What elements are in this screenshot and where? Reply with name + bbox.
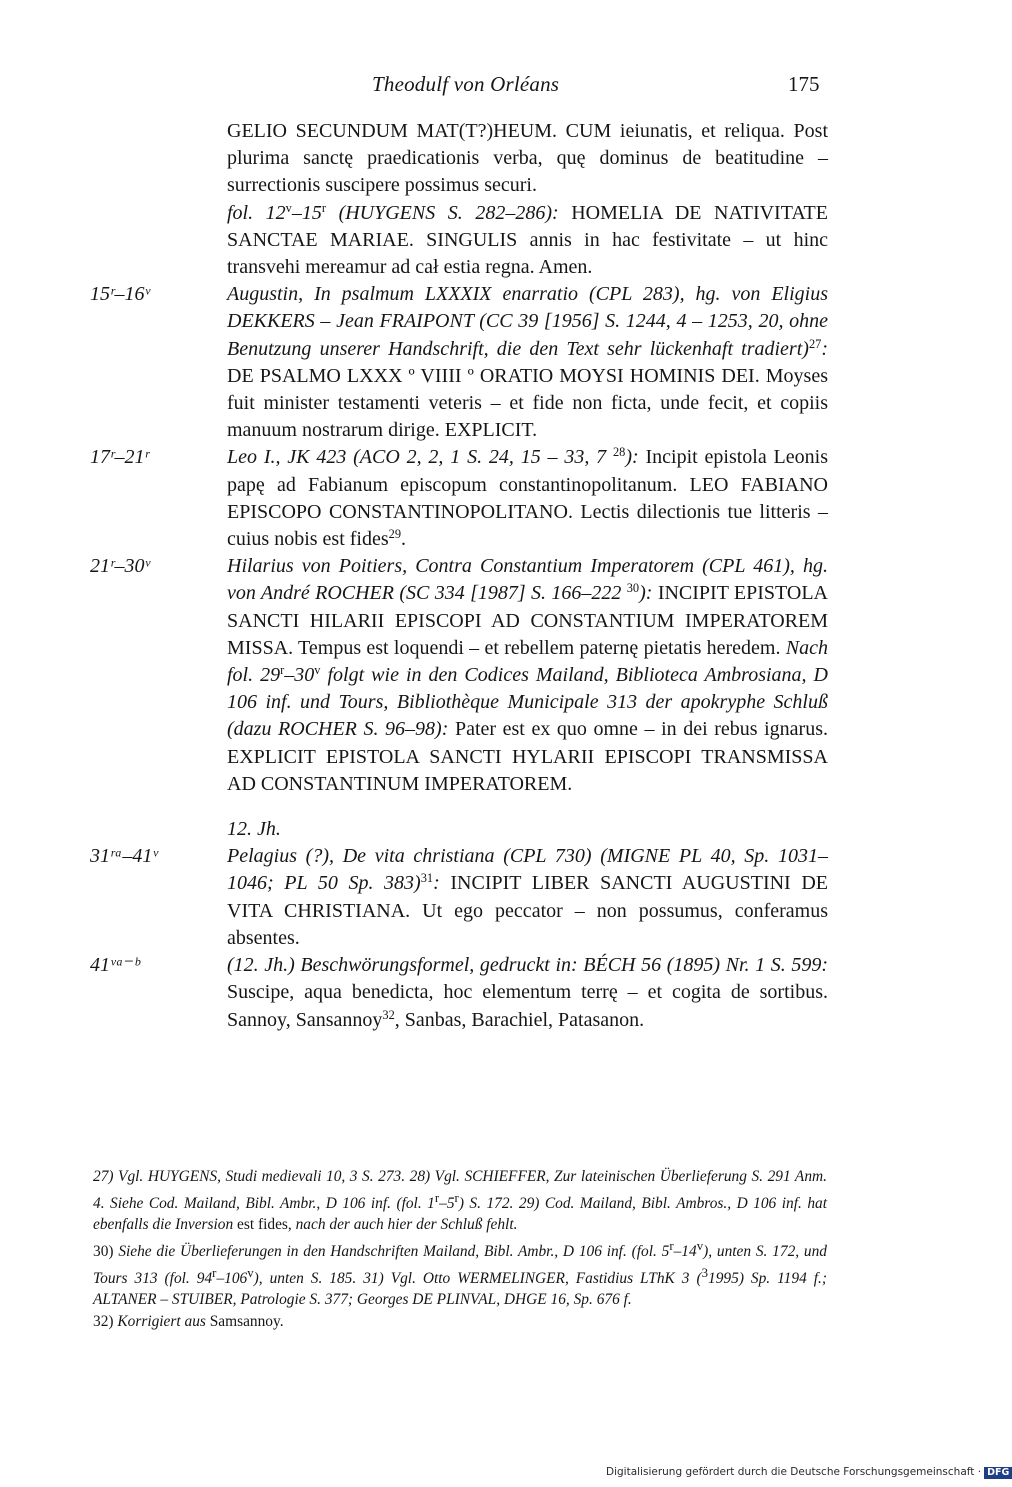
manuscript-entry	[0, 816, 828, 843]
italic-text: :	[433, 872, 440, 895]
roman-text: INCIPIT LIBER SANCTI AUGUSTINI DE VITA CHRISTIANA. Ut ego peccator – non possumus, conferamus absentes.	[227, 872, 828, 949]
italic-text: –14	[673, 1243, 697, 1261]
italic-text: Pelagius (?), De vita christiana (CPL 730) (MIGNE PL 40, Sp. 1031–1046; PL 50 Sp. 383)	[227, 845, 828, 895]
superscript: v	[314, 663, 321, 678]
italic-text: nach der auch hier der Schluß fehlt.	[295, 1216, 518, 1234]
roman-text: GELIO SECUNDUM MAT(T?)HEUM. CUM ieiunatis, et reliqua. Post plurima sanctę praedicationis verba, quę dominus de beatitudine – surrectionis suscipere possimus securi.	[227, 120, 828, 197]
italic-text: ):	[639, 582, 653, 605]
superscript: r	[669, 1238, 674, 1253]
superscript: r	[212, 1265, 217, 1280]
roman-text: Pater est ex quo omne – in dei rebus ignarus. EXPLICIT EPISTOLA SANCTI HYLARII EPISCOPI TRANSMISSA AD CONSTANTINUM IMPERATOREM.	[227, 718, 829, 795]
superscript: 27	[808, 336, 822, 351]
entry-text	[227, 816, 828, 843]
italic-text: Korrigiert aus	[117, 1312, 206, 1330]
running-title: Theodulf von Orléans	[372, 72, 560, 96]
italic-text: ) S. 172.	[458, 1194, 514, 1212]
superscript: 29	[388, 527, 402, 542]
superscript: v	[285, 200, 292, 215]
folio-range: 15ʳ–16ᵛ	[90, 283, 151, 306]
roman-text: Suscipe, aqua benedicta, hoc elementum terrę – et cogita de sortibus. Sannoy, Sansannoy	[227, 981, 828, 1031]
italic-text: 29) Cod. Mailand, Bibl. Ambros., D 106 inf. hat ebenfalls die Inversion	[93, 1194, 827, 1234]
italic-text: Nach fol. 29	[227, 636, 828, 687]
superscript: r	[321, 200, 327, 215]
italic-text: Leo I., JK 423 (ACO 2, 2, 1 S. 24, 15 – 33, 7	[227, 446, 613, 469]
superscript: 30	[626, 581, 640, 596]
italic-text: 12. Jh.	[227, 818, 281, 841]
italic-text: :	[821, 337, 828, 360]
roman-text: Samsannoy.	[205, 1312, 284, 1330]
superscript: 28	[612, 445, 626, 460]
superscript: v	[696, 1238, 704, 1253]
roman-text: .	[401, 528, 407, 551]
italic-text: Hilarius von Poitiers, Contra Constantium Imperatorem (CPL 461), hg. von André ROCHER (SC 334 [1987] S. 166–222	[227, 555, 828, 605]
roman-text: est fides,	[233, 1216, 296, 1234]
superscript: 31	[420, 871, 434, 886]
manuscript-entry	[0, 952, 828, 1034]
manuscript-contents	[0, 118, 1000, 1034]
digitization-note	[606, 1466, 1012, 1479]
italic-text: –15	[291, 201, 322, 224]
italic-text: –5	[439, 1194, 455, 1212]
manuscript-entry	[0, 118, 828, 281]
roman-text: , Sanbas, Barachiel, Patasanon.	[394, 1008, 645, 1031]
italic-text: –30	[284, 664, 315, 687]
superscript: r	[434, 1190, 440, 1205]
italic-text: Augustin, In psalmum LXXXIX enarratio (CPL 283), hg. von Eligius DEKKERS – Jean FRAIPONT (CC 39 [1956] S. 1244, 4 – 1253, 20, ohne Benutzung unserer Handschrift, die den Text sehr lückenhaft tradiert)	[227, 283, 828, 360]
entry-text	[227, 444, 828, 553]
italic-text: 28) Vgl. SCHIEFFER, Zur lateinischen Überlieferung S. 291 Anm. 4. Siehe Cod. Mailand, Bibl. Ambr., D 106 inf. (fol. 1	[93, 1168, 827, 1212]
folio-range: 21ʳ–30ᵛ	[90, 555, 151, 578]
spacer	[0, 798, 1000, 816]
footnotes	[93, 1166, 827, 1333]
superscript: r	[280, 663, 285, 678]
italic-text: ):	[625, 446, 639, 469]
italic-text: –106	[216, 1269, 248, 1287]
superscript: r	[454, 1190, 459, 1205]
manuscript-entry	[0, 553, 828, 798]
superscript: v	[247, 1265, 254, 1280]
roman-text: Incipit epistola Leonis papę ad Fabianum episcopum constantinopolitanum. LEO FABIANO EPISCOPO CONSTANTINOPOLITANO. Lectis dilectionis tue litteris – cuius nobis est fides	[227, 446, 828, 551]
manuscript-entry	[0, 281, 828, 444]
italic-text: 27) Vgl. HUYGENS, Studi medievali 10, 3 S. 273.	[93, 1168, 406, 1185]
entry-text	[227, 843, 828, 952]
roman-text: DE PSALMO LXXX º VIIII º ORATIO MOYSI HOMINIS DEI. Moyses fuit minister testamenti veteris – et fide non ficta, unde fecit, et copiis manuum nostrarum dirige. EXPLICIT.	[227, 364, 828, 442]
manuscript-entry	[0, 444, 828, 553]
italic-text: folgt wie in den Codices Mailand, Biblioteca Ambrosiana, D 106 inf. und Tours, Bibliothèque Municipale 313 der apokryphe Schluß (dazu ROCHER S. 96–98):	[227, 664, 829, 741]
page-number: 175	[788, 72, 820, 96]
superscript: 3	[701, 1265, 709, 1280]
roman-text: HOMELIA DE NATIVITATE SANCTAE MARIAE. SINGULIS annis in hac festivitate – ut hinc transvehi mereamur ad cał estia regna. Amen.	[227, 201, 828, 279]
italic-text: 31) Vgl. Otto WERMELINGER, Fastidius LThK 3 (	[363, 1269, 702, 1287]
entry-text	[227, 118, 828, 281]
entry-text	[227, 281, 828, 444]
italic-text: (12. Jh.) Beschwörungsformel, gedruckt in: BÉCH 56 (1895) Nr. 1 S. 599:	[227, 954, 828, 977]
italic-text: (HUYGENS S. 282–286):	[326, 201, 559, 224]
digitization-text: Digitalisierung gefördert durch die Deutsche Forschungsgemeinschaft ·	[606, 1466, 982, 1478]
italic-text: ), unten S. 185.	[253, 1269, 357, 1287]
italic-text: ), unten S. 172, und Tours 313 (fol. 94	[93, 1243, 827, 1287]
italic-text: 1995) Sp. 1194 f.; ALTANER – STUIBER, Patrologie S. 377; Georges DE PLINVAL, DHGE 16, Sp. 676 f.	[93, 1269, 827, 1309]
dfg-logo: DFG	[984, 1467, 1012, 1479]
manuscript-entry	[0, 843, 828, 952]
roman-text: 32)	[93, 1312, 118, 1330]
folio-range: 17ʳ–21ʳ	[90, 446, 149, 469]
folio-range: 31ʳᵃ–41ᵛ	[90, 845, 159, 868]
roman-text: INCIPIT EPISTOLA SANCTI HILARII EPISCOPI AD CONSTANTIUM IMPERATOREM MISSA. Tempus est loquendi – et rebellem paternę pietatis heredem.	[227, 582, 828, 659]
superscript: 32	[382, 1007, 395, 1022]
italic-text: Siehe die Überlieferungen in den Handschriften Mailand, Bibl. Ambr., D 106 inf. (fol. 5	[118, 1243, 670, 1261]
roman-text: 30)	[93, 1243, 119, 1261]
entry-text	[227, 553, 828, 798]
entry-text	[227, 952, 828, 1034]
folio-range: 41ᵛᵃ⁻ᵇ	[90, 954, 140, 977]
italic-text: fol. 12	[227, 201, 286, 224]
